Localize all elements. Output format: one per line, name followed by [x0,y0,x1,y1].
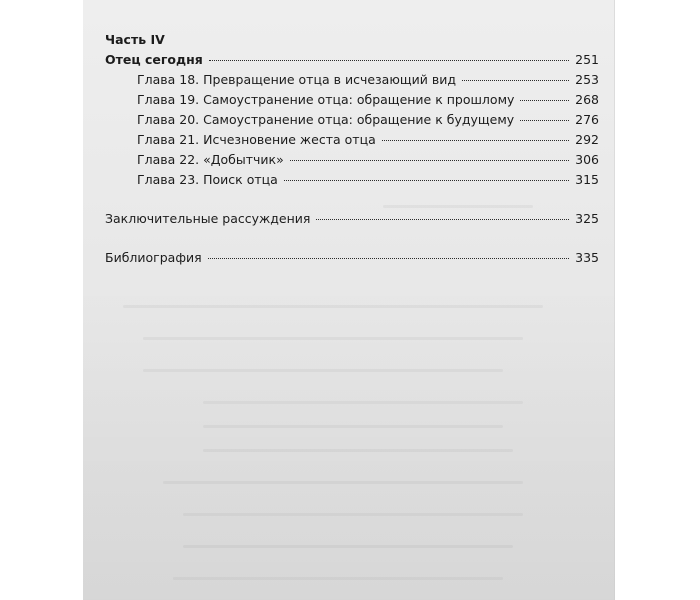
toc-entry-label: Глава 19. Самоустранение отца: обращение к прошлому [137,92,515,107]
dot-leader [462,80,569,81]
toc-entry-page: 325 [575,211,599,226]
toc-entry-page: 268 [575,92,599,107]
toc-entry-chapter [105,170,599,190]
toc-entry-chapter [105,70,599,90]
dot-leader [520,120,569,121]
table-of-contents [105,30,599,268]
dot-leader [382,140,569,141]
toc-entry-page: 292 [575,132,599,147]
dot-leader [290,160,569,161]
toc-entry-page: 315 [575,172,599,187]
dot-leader [208,258,569,259]
toc-entry-page: 276 [575,112,599,127]
dot-leader [209,60,569,61]
dot-leader [316,219,569,220]
toc-entry-conclusion [105,209,599,229]
toc-entry-label: Заключительные рассуждения [105,211,311,226]
toc-entry-label: Глава 21. Исчезновение жеста отца [137,132,376,147]
toc-entry-page: 253 [575,72,599,87]
spacer [105,229,599,248]
show-through-text [83,285,615,600]
toc-entry-label: Отец сегодня [105,52,203,67]
spacer [105,190,599,209]
toc-entry-label: Глава 20. Самоустранение отца: обращение к будущему [137,112,515,127]
toc-entry-chapter [105,130,599,150]
toc-entry-bibliography [105,248,599,268]
toc-entry-page: 251 [575,52,599,67]
toc-entry-chapter [105,150,599,170]
part-title: Часть IV [105,32,165,47]
toc-entry-label: Библиография [105,250,202,265]
toc-entry-chapter [105,110,599,130]
toc-entry-label: Глава 23. Поиск отца [137,172,278,187]
toc-entry-page: 306 [575,152,599,167]
toc-entry-chapter [105,90,599,110]
book-page [83,0,615,600]
toc-entry-page: 335 [575,250,599,265]
toc-entry-label: Глава 18. Превращение отца в исчезающий вид [137,72,456,87]
toc-entry-label: Глава 22. «Добытчик» [137,152,284,167]
dot-leader [520,100,569,101]
toc-entry-section [105,50,599,70]
dot-leader [284,180,569,181]
